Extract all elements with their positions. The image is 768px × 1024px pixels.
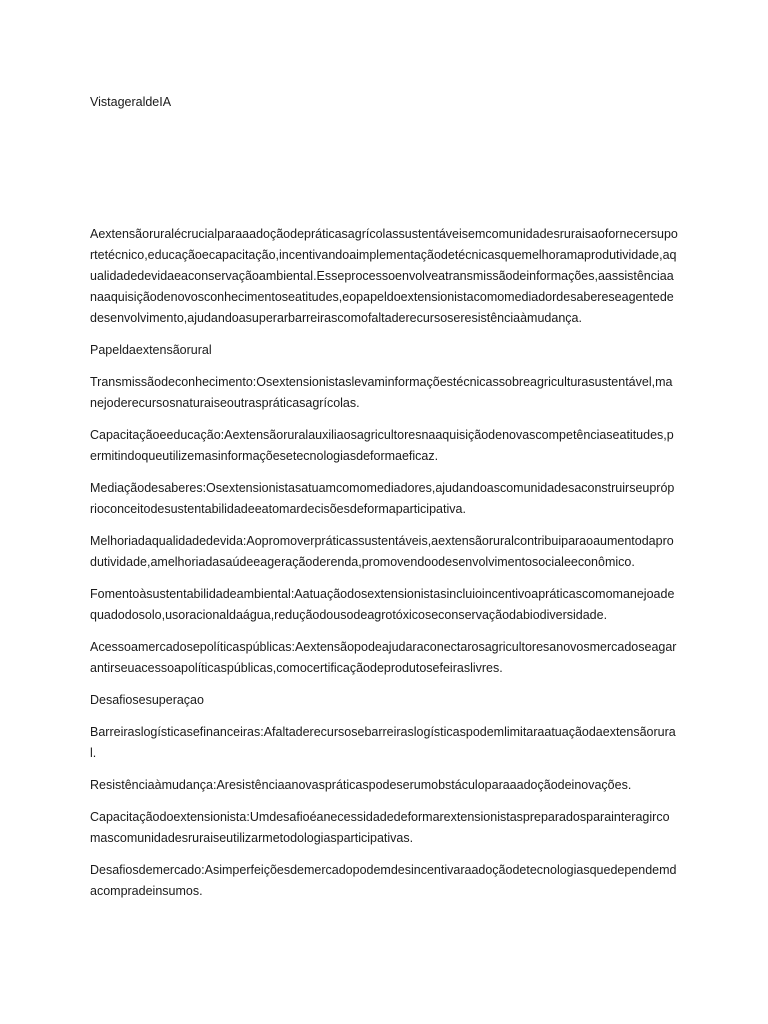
section1-item: Transmissãodeconhecimento:Osextensionistaslevaminformaçõestécnicassobreagriculturasustentável,manejoderecursosnaturaiseoutraspráticasagrícolas. bbox=[90, 375, 673, 410]
section1-item: Acessoamercadosepolíticaspúblicas:Aextensãopodeajudaraconectarosagricultoresanovosmercadoseagarantirseuacessoapolíticaspúblicas,comocertificaçãodeprodutosefeiraslivres. bbox=[90, 640, 677, 675]
document-content bbox=[90, 92, 678, 913]
section1-item: Mediaçãodesaberes:Osextensionistasatuamcomomediadores,ajudandoascomunidadesaconstruirseupróprioconceitodesustentabilidadeeatomardecisõesdeformaparticipativa. bbox=[90, 481, 675, 516]
intro-paragraph: Aextensãoruralécrucialparaaadoçãodepráticasagrícolassustentáveisemcomunidadesruraisaofornecersuportetécnico,educaçãoecapacitação,incentivandoaimplementaçãodetécnicasquemelhoramaprodutividade,aqualidadedevidaeaconservaçãoambiental.Esseprocessoenvolveatransmissãodeinformações,aassistênciaanaaquisiçãodenovosconhecimentoseatitudes,eopapeldoextensionistacomomediadordesabereseagentededesenvolvimento,ajudandoasuperarbarreirascomofaltaderecursoseresistênciaàmudança. bbox=[90, 227, 678, 325]
section1-item: Capacitaçãoeeducação:Aextensãoruralauxiliaosagricultoresnaaquisiçãodenovascompetênciaseatitudes,permitindoqueutilizemasinformaçõesetecnologiasdeformaeficaz. bbox=[90, 428, 674, 463]
section2-item: Desafiosdemercado:Asimperfeiçõesdemercadopodemdesincentivaraadoçãodetecnologiasquedependemdacompradeinsumos. bbox=[90, 863, 677, 898]
section2-item: Capacitaçãodoextensionista:Umdesafioéanecessidadedeformarextensionistaspreparadosparainteragircomascomunidadesruraiseutilizarmetodologiasparticipativas. bbox=[90, 810, 670, 845]
section2-item: Resistênciaàmudança:Aresistênciaanovaspráticaspodeserumobstáculoparaaadoçãodeinovações. bbox=[90, 778, 632, 792]
section-title-desafios: Desafiosesuperaçao bbox=[90, 693, 204, 707]
section1-item: Fomentoàsustentabilidadeambiental:Aatuaçãodosextensionistasincluioincentivoapráticascomomanejoadequadodosolo,usoracionaldaágua,reduçãodousodeagrotóxicoseconservaçãodabiodiversidade. bbox=[90, 587, 675, 622]
section2-item: Barreiraslogísticasefinanceiras:Afaltaderecursosebarreiraslogísticaspodemlimitaraatuaçãodaextensãorural. bbox=[90, 725, 676, 760]
section1-item: Melhoriadaqualidadedevida:Aopromoverpráticassustentáveis,aextensãoruralcontribuiparaoaumentodaprodutividade,amelhoriadasaúdeeageraçãoderenda,promovendoodesenvolvimentosocialeeconômico. bbox=[90, 534, 674, 569]
document-title: VistageraldeIA bbox=[90, 95, 172, 109]
section-title-papel: Papeldaextensãorural bbox=[90, 343, 212, 357]
